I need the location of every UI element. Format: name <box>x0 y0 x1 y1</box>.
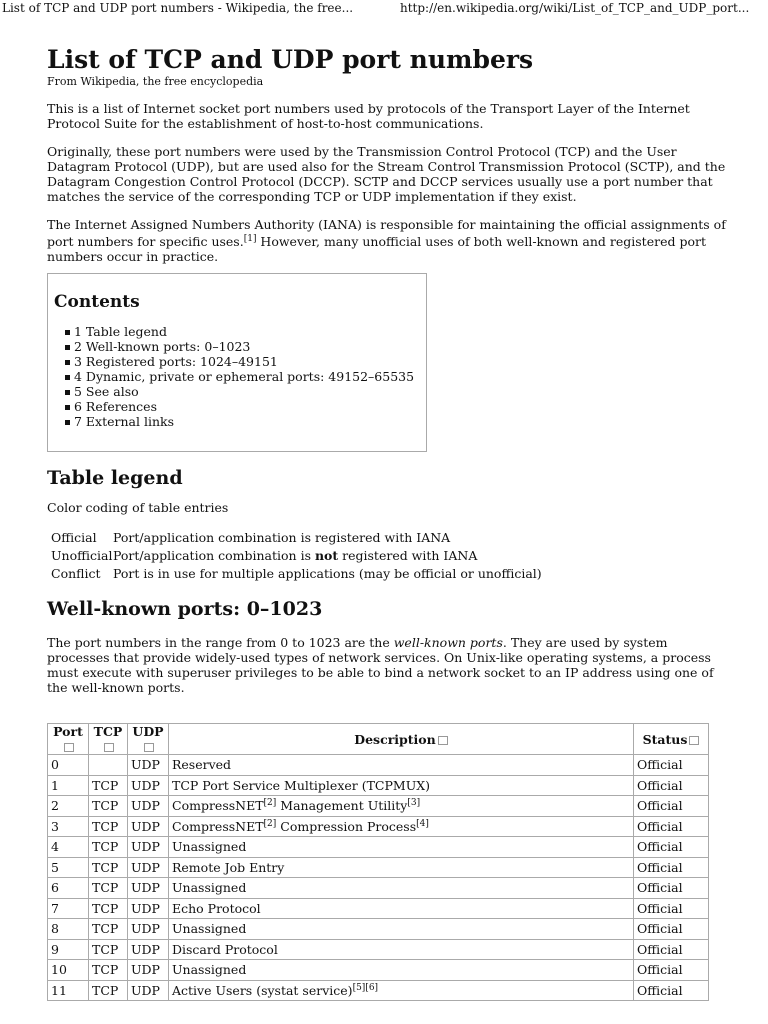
table-row <box>48 878 709 899</box>
intro-paragraph-3 <box>47 217 727 264</box>
description-cell: Unassigned <box>169 837 634 858</box>
udp-cell: UDP <box>128 878 169 899</box>
toc-title: Contents <box>54 292 140 313</box>
site-sub: From Wikipedia, the free encyclopedia <box>47 75 264 88</box>
port-cell: 6 <box>48 878 89 899</box>
toc-item[interactable]: 6 References <box>74 399 426 414</box>
sort-icon[interactable] <box>104 743 114 752</box>
port-cell: 10 <box>48 960 89 981</box>
description-cell: Unassigned <box>169 919 634 940</box>
status-cell: Official <box>634 960 709 981</box>
tcp-cell: TCP <box>89 796 128 817</box>
toc-item[interactable]: 4 Dynamic, private or ephemeral ports: 49152–65535 <box>74 369 426 384</box>
description-cell: Active Users (systat service)[5][6] <box>169 980 634 1001</box>
status-cell: Official <box>634 939 709 960</box>
status-cell: Official <box>634 837 709 858</box>
intro-paragraph-1: This is a list of Internet socket port numbers used by protocols of the Transport Layer of the Internet Protocol Suite for the establishment of host-to-host communications. <box>47 101 690 131</box>
toc-item[interactable]: 1 Table legend <box>74 324 426 339</box>
tcp-cell: TCP <box>89 837 128 858</box>
description-cell: Unassigned <box>169 878 634 899</box>
page-title-header: List of TCP and UDP port numbers - Wikipedia, the free... <box>2 1 354 15</box>
udp-cell: UDP <box>128 755 169 776</box>
column-header-udp[interactable]: UDP <box>128 724 169 755</box>
port-cell: 4 <box>48 837 89 858</box>
description-cell: Reserved <box>169 755 634 776</box>
legend-text: Port is in use for multiple applications (may be official or unofficial) <box>113 566 542 582</box>
column-header-port[interactable]: Port <box>48 724 89 755</box>
table-row <box>48 980 709 1001</box>
port-cell: 8 <box>48 919 89 940</box>
status-cell: Official <box>634 878 709 899</box>
port-cell: 2 <box>48 796 89 817</box>
section-heading-well-known-ports: Well-known ports: 0–1023 <box>47 598 323 621</box>
toc-item[interactable]: 3 Registered ports: 1024–49151 <box>74 354 426 369</box>
table-row <box>48 919 709 940</box>
description-cell: Discard Protocol <box>169 939 634 960</box>
toc-item[interactable]: 5 See also <box>74 384 426 399</box>
udp-cell: UDP <box>128 980 169 1001</box>
article-content <box>47 44 727 695</box>
port-cell: 1 <box>48 775 89 796</box>
udp-cell: UDP <box>128 837 169 858</box>
legend-table <box>47 529 727 583</box>
status-cell: Official <box>634 898 709 919</box>
table-row <box>48 775 709 796</box>
reference-link[interactable]: [4] <box>416 818 429 829</box>
udp-cell: UDP <box>128 775 169 796</box>
legend-caption: Color coding of table entries <box>47 500 229 516</box>
tcp-cell: TCP <box>89 878 128 899</box>
legend-key: Unofficial <box>51 548 113 564</box>
port-cell: 0 <box>48 755 89 776</box>
reference-link[interactable]: [5][6] <box>352 982 379 993</box>
tcp-cell: TCP <box>89 980 128 1001</box>
description-cell: CompressNET[2] Compression Process[4] <box>169 816 634 837</box>
port-cell: 7 <box>48 898 89 919</box>
table-row <box>48 898 709 919</box>
page-url-header[interactable]: http://en.wikipedia.org/wiki/List_of_TCP_and_UDP_port... <box>400 1 750 15</box>
print-header <box>0 0 768 20</box>
legend-key: Official <box>51 530 97 546</box>
description-cell: Remote Job Entry <box>169 857 634 878</box>
sort-icon[interactable] <box>689 736 699 745</box>
reference-link[interactable]: [1] <box>243 234 257 244</box>
sort-icon[interactable] <box>64 743 74 752</box>
reference-link[interactable]: [2] <box>263 798 277 809</box>
column-header-tcp[interactable]: TCP <box>89 724 128 755</box>
table-row <box>48 857 709 878</box>
udp-cell: UDP <box>128 796 169 817</box>
udp-cell: UDP <box>128 919 169 940</box>
legend-text: Port/application combination is not registered with IANA <box>113 548 478 564</box>
status-cell: Official <box>634 980 709 1001</box>
description-cell: TCP Port Service Multiplexer (TCPMUX) <box>169 775 634 796</box>
tcp-cell: TCP <box>89 857 128 878</box>
table-row <box>48 939 709 960</box>
udp-cell: UDP <box>128 816 169 837</box>
toc-item[interactable]: 7 External links <box>74 414 426 429</box>
status-cell: Official <box>634 857 709 878</box>
toc-item[interactable]: 2 Well-known ports: 0–1023 <box>74 339 426 354</box>
udp-cell: UDP <box>128 898 169 919</box>
reference-link[interactable]: [2] <box>263 818 277 829</box>
status-cell: Official <box>634 775 709 796</box>
intro-3-text-a: The Internet Assigned Numbers Authority (IANA) is responsible for maintaining the official assignments of port numbers for specific uses. <box>47 217 726 250</box>
port-cell: 11 <box>48 980 89 1001</box>
status-cell: Official <box>634 755 709 776</box>
ports-table <box>47 723 709 1001</box>
udp-cell: UDP <box>128 857 169 878</box>
well-known-paragraph: The port numbers in the range from 0 to 1023 are the well-known ports. They are used by system processes that provide widely-used types of network services. On Unix-like operating systems, a process must execute with superuser privileges to be able to bind a network socket to an IP address using one of the well-known ports. <box>47 635 714 696</box>
table-row <box>48 755 709 776</box>
column-header-status[interactable]: Status <box>634 724 709 755</box>
table-row <box>48 816 709 837</box>
table-header-row <box>48 724 709 755</box>
tcp-cell: TCP <box>89 960 128 981</box>
tcp-cell <box>89 755 128 776</box>
status-cell: Official <box>634 816 709 837</box>
reference-link[interactable]: [3] <box>407 798 421 809</box>
tcp-cell: TCP <box>89 919 128 940</box>
description-cell: Echo Protocol <box>169 898 634 919</box>
legend-key: Conflict <box>51 566 101 582</box>
sort-icon[interactable] <box>438 736 448 745</box>
tcp-cell: TCP <box>89 898 128 919</box>
legend-row <box>47 529 727 547</box>
udp-cell: UDP <box>128 960 169 981</box>
intro-3-text-b: However, many unofficial uses of both well-known and registered port numbers occur in practice. <box>47 234 706 265</box>
legend-row <box>47 547 727 565</box>
table-row <box>48 796 709 817</box>
description-cell: CompressNET[2] Management Utility[3] <box>169 796 634 817</box>
table-of-contents <box>47 273 427 452</box>
legend-row <box>47 565 727 583</box>
tcp-cell: TCP <box>89 816 128 837</box>
intro-paragraph-2: Originally, these port numbers were used by the Transmission Control Protocol (TCP) and the User Datagram Protocol (UDP), but are used also for the Stream Control Transmission Protocol (SCTP), and the Datagram Congestion Control Protocol (DCCP). SCTP and DCCP services usually use a port number that matches the service of the corresponding TCP or UDP implementation if they exist. <box>47 144 726 204</box>
port-cell: 9 <box>48 939 89 960</box>
description-cell: Unassigned <box>169 960 634 981</box>
table-row <box>48 960 709 981</box>
sort-icon[interactable] <box>144 743 154 752</box>
tcp-cell: TCP <box>89 775 128 796</box>
legend-text: Port/application combination is registered with IANA <box>113 530 451 546</box>
page-title: List of TCP and UDP port numbers <box>47 45 534 74</box>
status-cell: Official <box>634 796 709 817</box>
udp-cell: UDP <box>128 939 169 960</box>
port-cell: 5 <box>48 857 89 878</box>
status-cell: Official <box>634 919 709 940</box>
port-cell: 3 <box>48 816 89 837</box>
tcp-cell: TCP <box>89 939 128 960</box>
section-heading-table-legend: Table legend <box>47 467 183 490</box>
column-header-description[interactable]: Description <box>169 724 634 755</box>
table-row <box>48 837 709 858</box>
